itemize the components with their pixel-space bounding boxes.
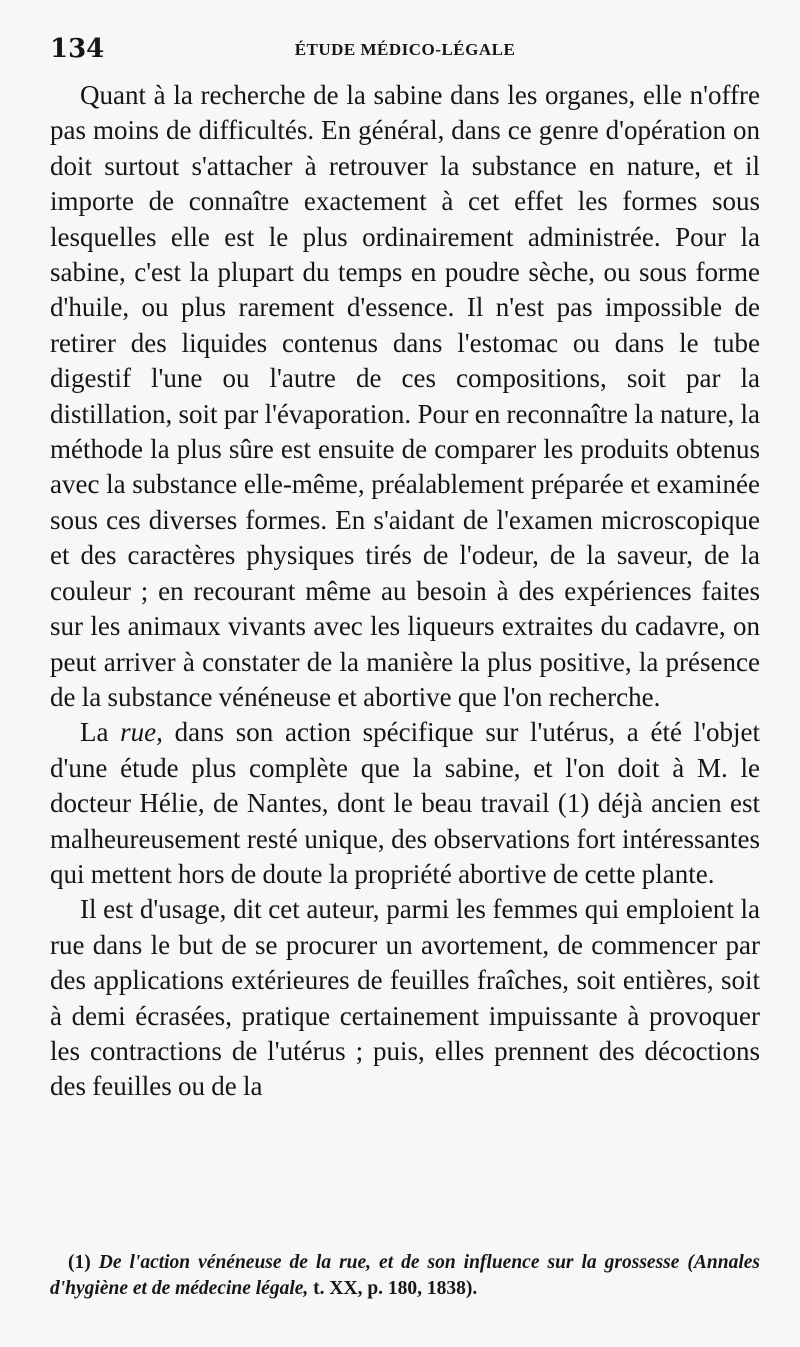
paragraph-sabine: Quant à la recherche de la sabine dans les organes, elle n'offre pas moins de difficultés. En général, dans ce genre d'opération on doit surtout s'attacher à retrouver la substance en nature, et il importe de connaître exactement à cet effet les formes sous lesquelles elle est le plus ordinairement administrée. Pour la sabine, c'est la plupart du temps en poudre sèche, ou sous forme d'huile, ou plus rarement d'essence. Il n'est pas impossible de retirer des liquides contenus dans l'estomac ou dans le tube digestif l'une ou l'autre de ces compositions, soit par la distillation, soit par l'évaporation. Pour en reconnaître la nature, la méthode la plus sûre est ensuite de comparer les produits obtenus avec la substance elle-même, préalablement préparée et examinée sous ces diverses formes. En s'aidant de l'examen microscopique et des caractères physiques tirés de l'odeur, de la saveur, de la couleur ; en recourant même au besoin à des expériences faites sur les animaux vivants avec les liqueurs extraites du cadavre, on peut arriver à constater de la manière la plus positive, la présence de la substance vénéneuse et abortive que l'on recherche. xyxy=(50,80,760,712)
running-head xyxy=(50,34,760,66)
paragraph-rue-rest: dans son action spécifique sur l'utérus, a été l'objet d'une étude plus complète que la sabine, et l'on doit à M. le docteur Hélie, de Nantes, dont le beau travail (1) déjà ancien est malheureusement resté unique, des observations fort intéressantes qui mettent hors de doute la propriété abortive de cette plante. xyxy=(50,717,760,889)
paragraph-usage: Il est d'usage, dit cet auteur, parmi les femmes qui emploient la rue dans le but de se procurer un avortement, de commencer par des applications extérieures de feuilles fraîches, soit entières, soit à demi écrasées, pratique certainement impuissante à provoquer les contractions de l'utérus ; puis, elles prennent des décoctions des feuilles ou de la xyxy=(50,894,760,1102)
body-text xyxy=(50,78,760,1105)
footnote-citation: t. XX, p. 180, 1838). xyxy=(308,1278,478,1299)
page-number: 134 xyxy=(50,34,105,64)
footnote-italic: De l'action vénéneuse de la rue, et de son influence sur la grossesse (Annales d'hygiène et de médecine légale, xyxy=(50,1252,760,1299)
paragraph-rue xyxy=(50,715,760,892)
running-title: ÉTUDE MÉDICO-LÉGALE xyxy=(294,40,516,59)
paragraph-rue-italic: rue, xyxy=(120,717,163,748)
footnote xyxy=(50,1250,760,1302)
paragraph-rue-lead: La xyxy=(80,717,121,748)
footnote-marker: (1) xyxy=(68,1252,91,1273)
